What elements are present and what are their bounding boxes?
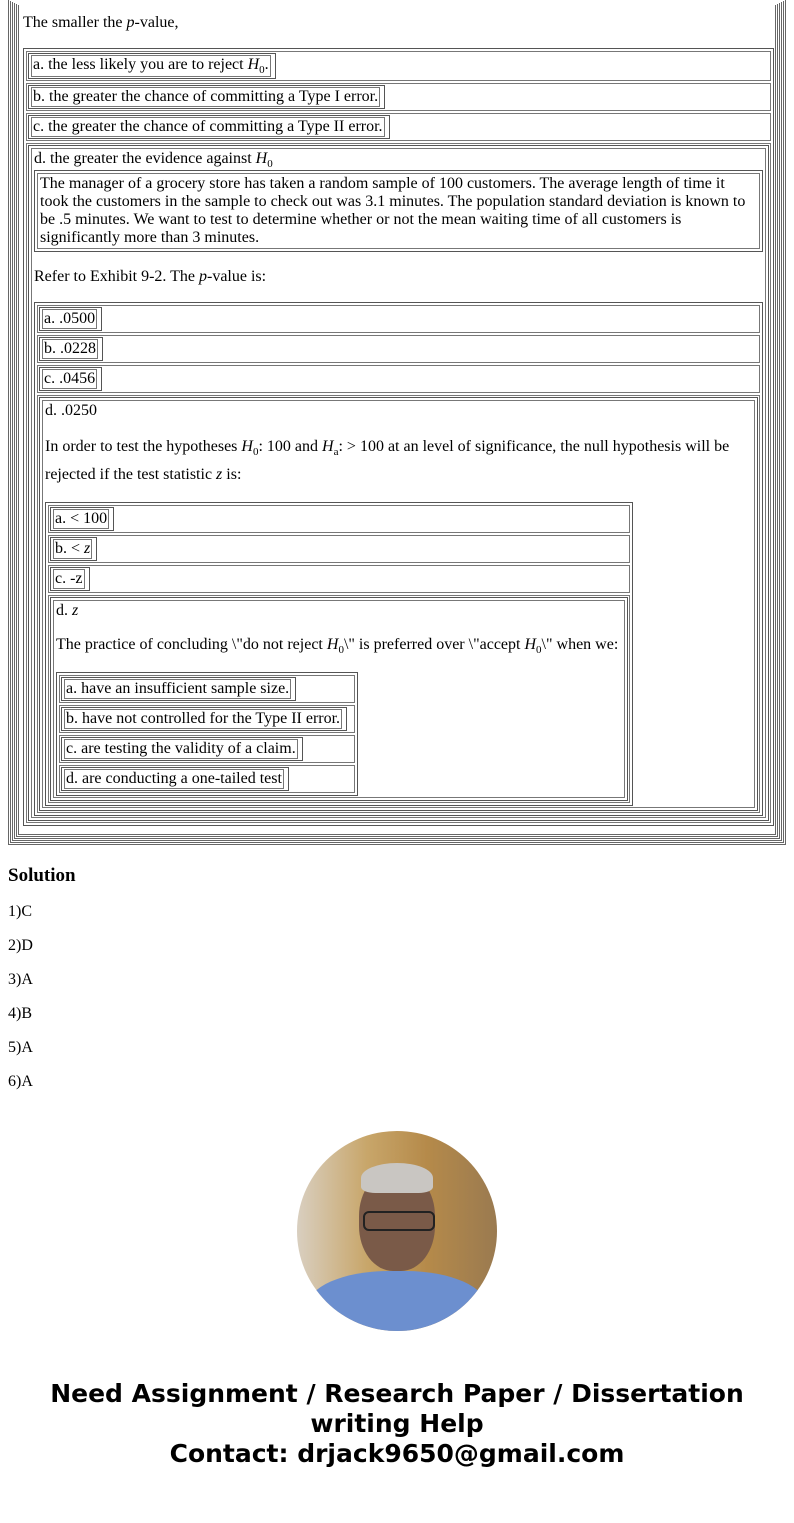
question-3-options: [45, 502, 633, 806]
promo-text: [8, 1379, 786, 1469]
option-3b[interactable]: b. < z: [48, 535, 630, 563]
option-2c[interactable]: c. .0456: [37, 365, 760, 393]
contact-email: Contact: drjack9650@gmail.com: [169, 1438, 625, 1468]
solution-title: Solution: [8, 864, 76, 886]
option-4a[interactable]: a. have an insufficient sample size.: [59, 675, 355, 703]
option-3c[interactable]: c. -z: [48, 565, 630, 593]
answer: 1)C: [8, 902, 32, 920]
question-2-options: [34, 302, 763, 815]
exhibit-box: The manager of a grocery store has taken a random sample of 100 customers. The average length of time it took the customers in the sample to check out was 3.1 minutes. The population standard deviation is known to be .5 minutes. We want to test to determine whether or not the mean waiting time of all customers is significantly more than 3 minutes.: [34, 170, 763, 252]
answer: 2)D: [8, 936, 33, 954]
question-1-options: [23, 48, 774, 826]
question-4-options: [56, 672, 358, 796]
question-3-stem: In order to test the hypotheses $H_0$: 100 and $H_a$: > 100 at an level of significance, the null hypothesis will be rejected if the test statistic z is:: [45, 438, 730, 483]
option-1c[interactable]: c. the greater the chance of committing a Type II error.: [26, 113, 771, 141]
option-4d[interactable]: d. are conducting a one-tailed test: [59, 765, 355, 793]
option-4b[interactable]: b. have not controlled for the Type II error.: [59, 705, 355, 733]
option-1d[interactable]: d. the greater the evidence against $H_0$ The manager of a grocery store has taken a random sample of 100 customers. The average length of time it took the customers in the sample to check out was 3.1 minutes. The population standard deviation is known to be .5 minutes. We want to test to determine whether or not the mean waiting time of all customers is significantly more than 3 minutes. Refer to Exhibit 9-2. The p-value is: a. .0500 b. .0228 c. .0456 d. .0250 In order to test the hypotheses $H_0$: 100 and $H_a$: > 100 at an level of significance, the null hypothesis will be rejected if the test statistic z is: a. < 100 b. < z c. -z d. z The practice of concluding \"do not reject $H_0\backslash$" is preferred over \"accept $H_0\backslash$" when we: a. have an insufficient sample size. b. have not controlled for the Type II error. c. are testing the validity of a claim. d. are conducting a one-tailed test: [26, 143, 771, 823]
solution-section: [8, 865, 786, 1091]
answer: 6)A: [8, 1072, 33, 1090]
answer: 3)A: [8, 970, 33, 988]
question-4-stem: The practice of concluding \"do not reject $H_0\backslash$" is preferred over \"accept $H_0\backslash$" when we:: [56, 635, 619, 656]
author-avatar: [297, 1131, 497, 1331]
promo-line: Need Assignment / Research Paper / Dissertation: [50, 1378, 744, 1408]
outer-frame: [8, 0, 786, 845]
answer: 4)B: [8, 1004, 32, 1022]
promo-line: writing Help: [310, 1408, 484, 1438]
option-2a[interactable]: a. .0500: [37, 305, 760, 333]
option-3a[interactable]: a. < 100: [48, 505, 630, 533]
option-2b[interactable]: b. .0228: [37, 335, 760, 363]
option-3d[interactable]: d. z The practice of concluding \"do not reject $H_0\backslash$" is preferred over \"accept $H_0\backslash$" when we: a. have an insufficient sample size. b. have not controlled for the Type II error. c. are testing the validity of a claim. d. are conducting a one-tailed test: [48, 595, 630, 803]
option-1b[interactable]: b. the greater the chance of committing a Type I error.: [26, 83, 771, 111]
option-2d[interactable]: d. .0250 In order to test the hypotheses $H_0$: 100 and $H_a$: > 100 at an level of significance, the null hypothesis will be rejected if the test statistic z is: a. < 100 b. < z c. -z d. z The practice of concluding \"do not reject $H_0\backslash$" is preferred over \"accept $H_0\backslash$" when we: a. have an insufficient sample size. b. have not controlled for the Type II error. c. are testing the validity of a claim. d. are conducting a one-tailed test: [37, 395, 760, 812]
question-2-stem: Refer to Exhibit 9-2. The p-value is:: [34, 268, 267, 286]
question-1-stem: The smaller the p-value,: [23, 14, 179, 31]
answer: 5)A: [8, 1038, 33, 1056]
option-1a[interactable]: a. the less likely you are to reject $H_0$.: [26, 51, 771, 81]
option-4c[interactable]: c. are testing the validity of a claim.: [59, 735, 355, 763]
